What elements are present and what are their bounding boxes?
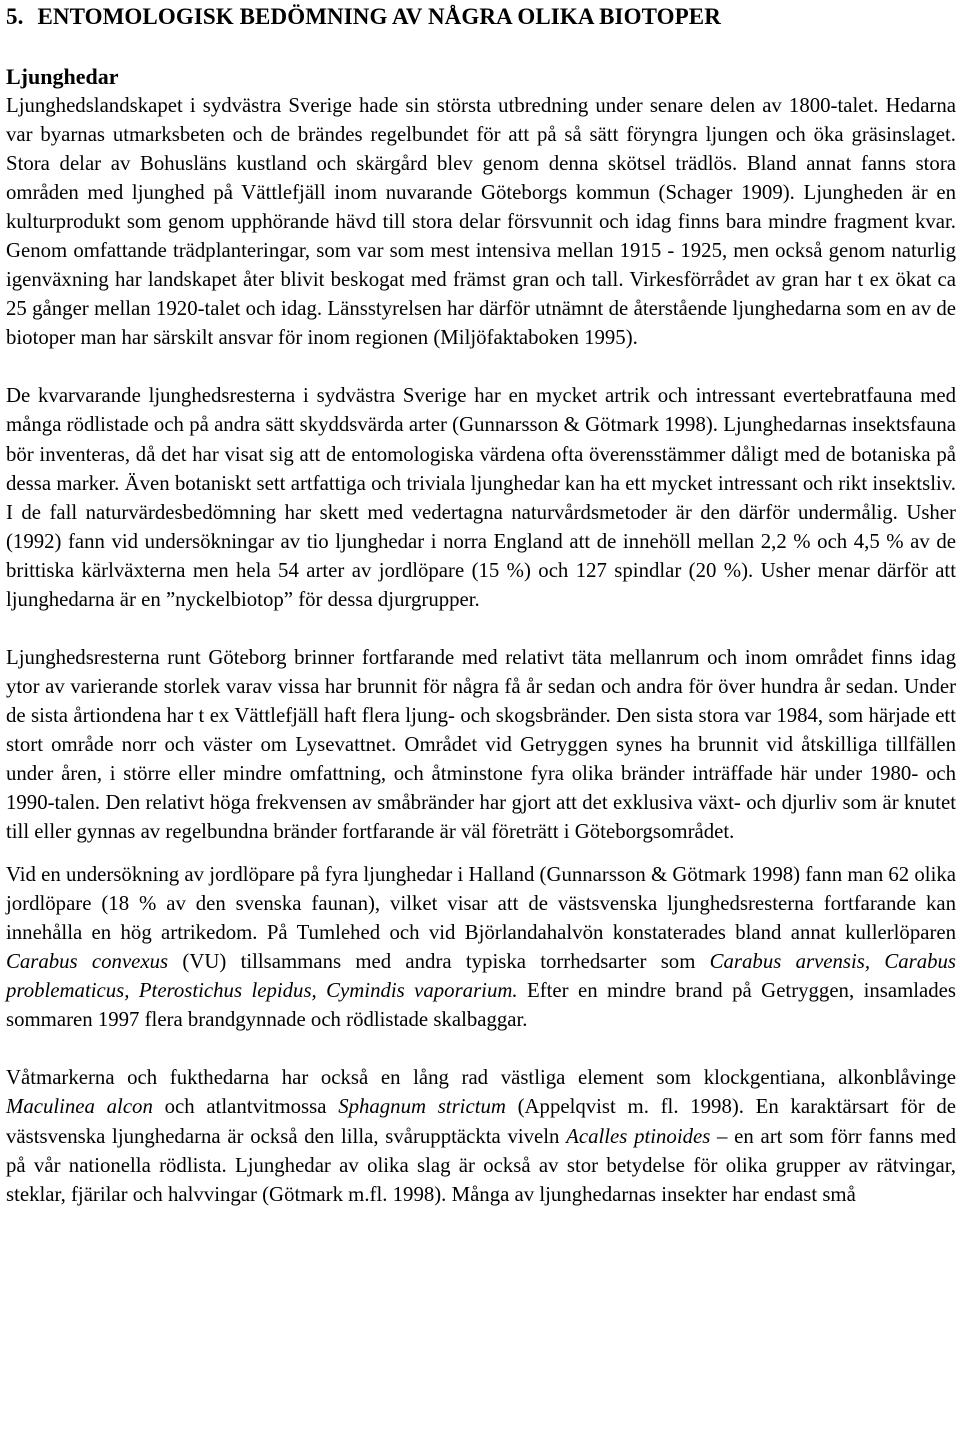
section-title: ENTOMOLOGISK BEDÖMNING AV NÅGRA OLIKA BIOTOPER bbox=[37, 4, 721, 29]
paragraph-4-text-2: (VU) tillsammans med andra typiska torrhedsarter som bbox=[168, 950, 710, 974]
paragraph-1: Ljunghedslandskapet i sydvästra Sverige hade sin största utbredning under senare delen av 1800-talet. Hedarna var byarnas utmarksbeten och de brändes regelbundet för att på så sätt föryngra ljungen och öka gräsinslaget. Stora delar av Bohusläns kustland och skärgård blev genom denna skötsel trädlös. Bland annat fanns stora områden med ljunghed på Vättlefjäll inom nuvarande Göteborgs kommun (Schager 1909). Ljungheden är en kulturprodukt som genom upphörande hävd till stora delar försvunnit och idag finns bara mindre fragment kvar. Genom omfattande trädplanteringar, som var som mest intensiva mellan 1915 - 1925, men också genom naturlig igenväxning har landskapet åter blivit beskogat med främst gran och tall. Virkesförrådet av gran har t ex ökat ca 25 gånger mellan 1920-talet och idag. Länsstyrelsen har därför utnämnt de återstående ljunghedarna som en av de biotoper man har särskilt ansvar för inom regionen (Miljöfaktaboken 1995). bbox=[6, 94, 956, 350]
paragraph-5-text-2: och atlantvitmossa bbox=[152, 1095, 339, 1119]
paragraph-2: De kvarvarande ljunghedsresterna i sydvästra Sverige har en mycket artrik och intressant evertebratfauna med många rödlistade och på andra sätt skyddsvärda arter (Gunnarsson & Götmark 1998). Ljunghedarnas insektsfauna bör inventeras, då det har visat sig att de entomologiska värdena ofta överensstämmer dåligt med de botaniska på dessa marker. Även botaniskt sett artfattiga och triviala ljunghedar kan ha ett mycket intressant och rikt insektsliv. I de fall naturvärdesbedömning har skett med vedertagna naturvårdsmetoder är den därför undermålig. Usher (1992) fann vid undersökningar av tio ljunghedar i norra England att de innehöll mellan 2,2 % och 4,5 % av de brittiska kärlväxterna men hela 54 arter av jordlöpare (15 %) och 127 spindlar (20 %). Usher menar därför att ljunghedarna är en ”nyckelbiotop” för dessa djurgrupper. bbox=[6, 384, 956, 611]
paragraph-5-text-1: Våtmarkerna och fukthedarna har också en lång rad västliga element som klockgentiana, alkonblåvinge bbox=[6, 1066, 956, 1090]
paragraph-4 bbox=[6, 860, 956, 1034]
subsection-heading: Ljunghedar bbox=[6, 64, 119, 89]
species-list: Carabus arvensis, Carabus problematicus, Pterostichus lepidus, Cymindis vaporarium. bbox=[6, 950, 957, 1003]
paragraph-3: Ljunghedsresterna runt Göteborg brinner fortfarande med relativt täta mellanrum och inom området finns idag ytor av varierande storlek varav vissa har brunnit för några få år sedan och andra för över hundra år sedan. Under de sista årtiondena har t ex Vättlefjäll haft flera ljung- och skogsbränder. Den sista stora var 1984, som härjade ett stort område norr och väster om Lysevattnet. Området vid Getryggen synes ha brunnit vid åtskilliga tillfällen under åren, i större eller mindre omfattning, och åtminstone fyra olika bränder inträffade här under 1980- och 1990-talen. Den relativt höga frekvensen av småbränder har gjort att det exklusiva växt- och djurliv som är knutet till eller gynnas av regelbundna bränder fortfarande är väl företrätt i Göteborgsområdet. bbox=[6, 645, 956, 844]
section-number: 5. bbox=[6, 4, 24, 29]
species-carabus-convexus: Carabus convexus bbox=[6, 950, 169, 974]
document-page bbox=[6, 0, 956, 1209]
section-heading bbox=[6, 2, 956, 31]
species-sphagnum-strictum: Sphagnum strictum bbox=[338, 1095, 506, 1119]
paragraph-5 bbox=[6, 1063, 956, 1208]
paragraph-4-text-3: Efter en mindre brand på Getryggen, insamlades sommaren 1997 flera brandgynnade och rödlistade skalbaggar. bbox=[6, 979, 956, 1032]
paragraph-5-text-3: (Appelqvist m. fl. 1998). En karaktärsart för de västsvenska ljunghedarna är också den lilla, svårupptäckta viveln bbox=[6, 1095, 956, 1148]
species-maculinea-alcon: Maculinea alcon bbox=[6, 1095, 153, 1119]
paragraph-5-text-4: – en art som förr fanns med på vår nationella rödlista. Ljunghedar av olika slag är också av stor betydelse för olika grupper av rätvingar, steklar, fjärilar och halvvingar (Götmark m.fl. 1998). Många av ljunghedarnas insekter har endast små bbox=[6, 1124, 956, 1206]
species-acalles-ptinoides: Acalles ptinoides bbox=[566, 1124, 711, 1148]
paragraph-4-text-1: Vid en undersökning av jordlöpare på fyra ljunghedar i Halland (Gunnarsson & Götmark 1998) fann man 62 olika jordlöpare (18 % av den svenska faunan), vilket visar att de västsvenska ljunghedsresterna fortfarande kan innehålla en hög artrikedom. På Tumlehed och vid Björlandahalvön konstaterades bland annat kullerlöparen bbox=[6, 863, 956, 945]
